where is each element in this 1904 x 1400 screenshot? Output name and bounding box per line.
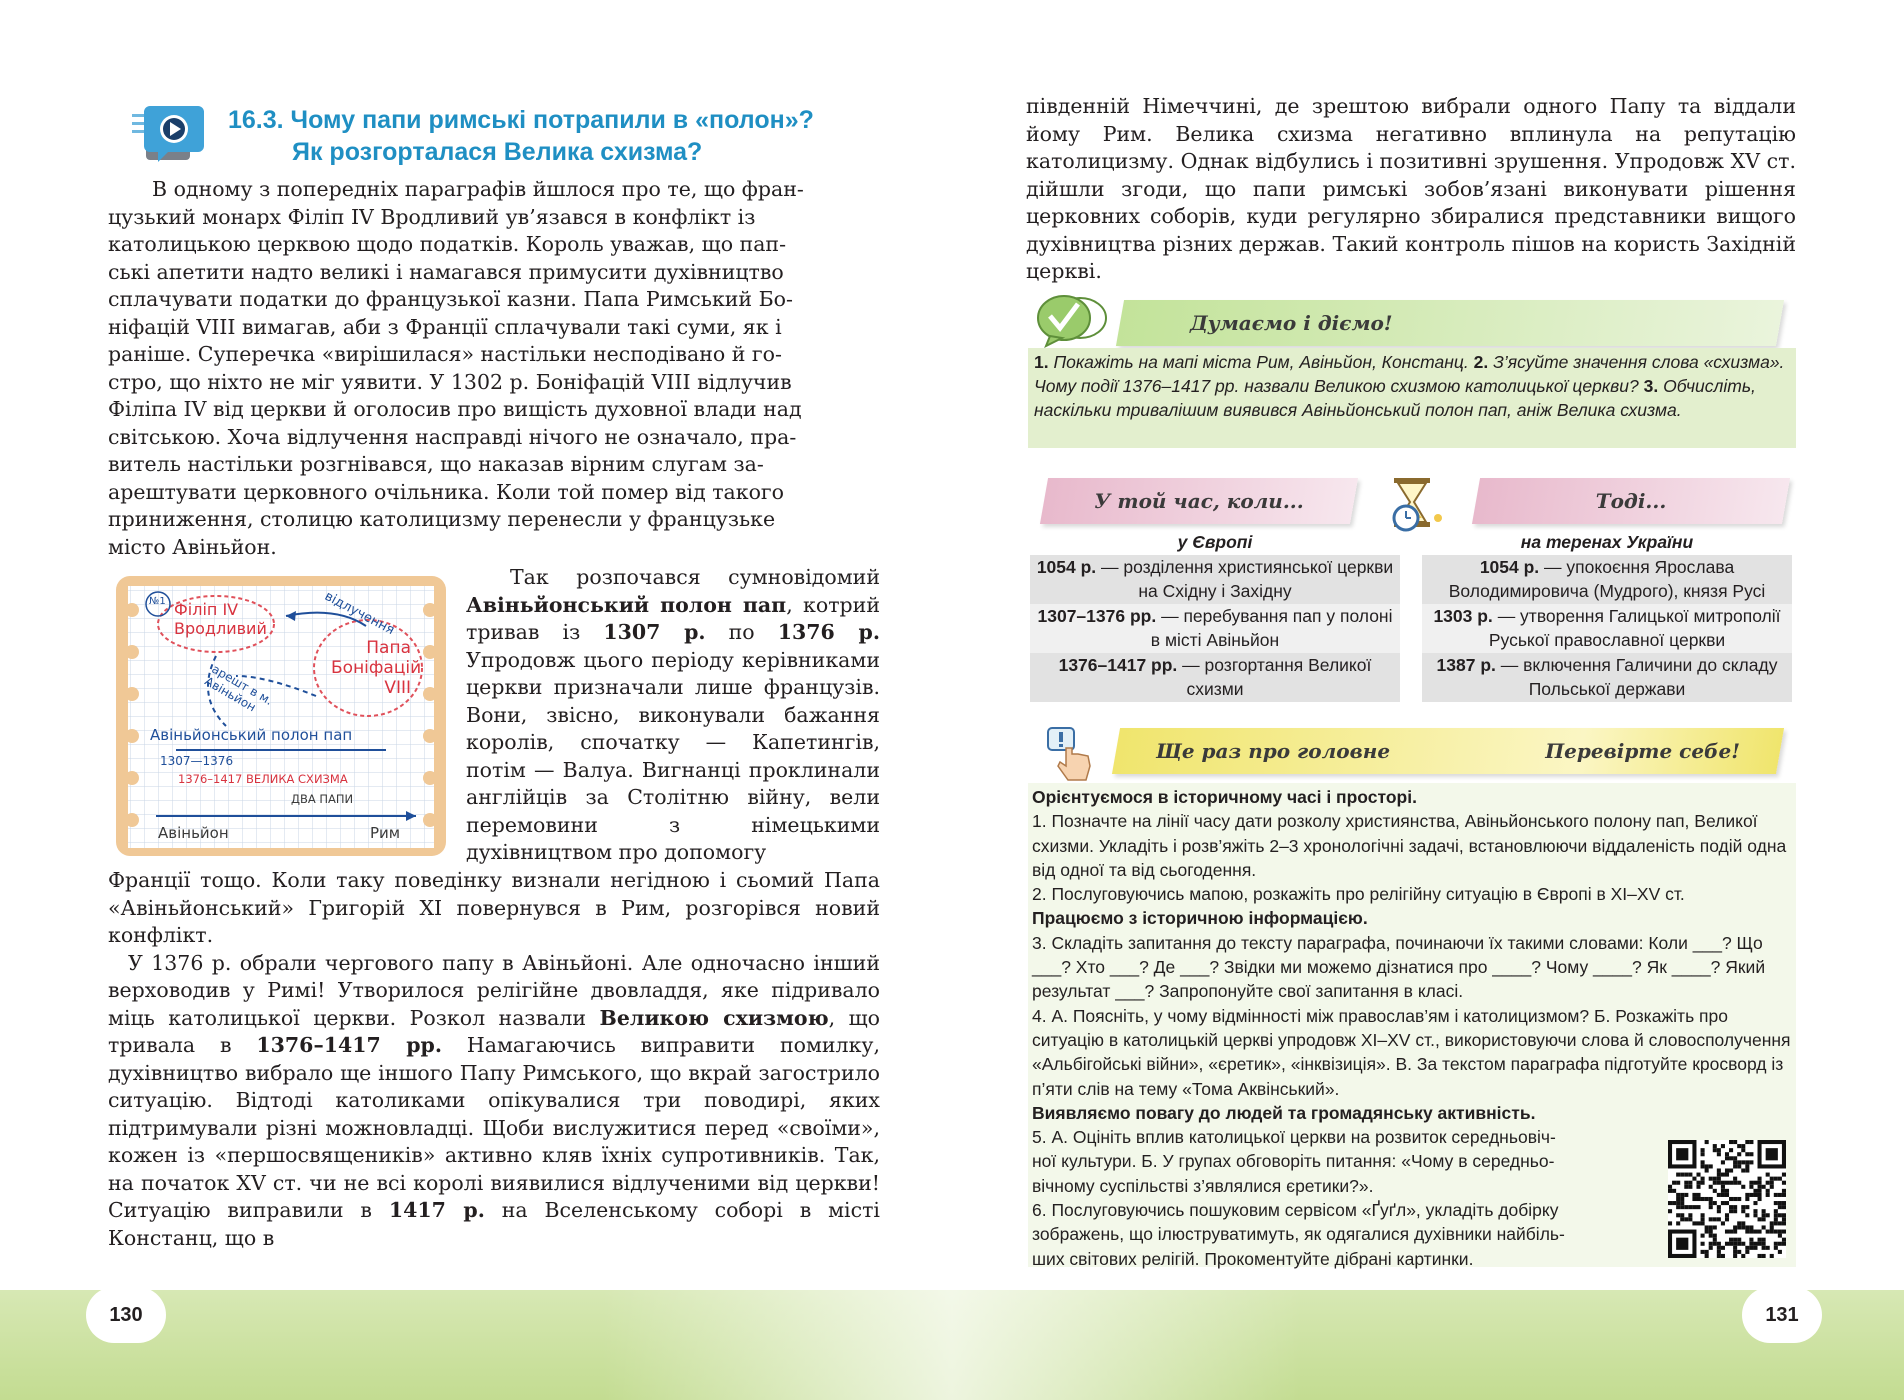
timeline-europe-subtitle: у Європі (1177, 532, 1253, 552)
review-question-line: вічному суспільстві з’являлися єретики?». (1032, 1175, 1374, 1196)
text-line: ніфацій VIII вимагав, аби з Франції сплачували такі суми, як і (108, 314, 782, 339)
illus-two-popes: ДВА ПАПИ (291, 792, 354, 806)
review-question: 4. А. Поясніть, у чому відмінності між православ’ям і католицизмом? Б. Розкажіть про ситуацію в католицькій церкві упродовж XI–XV ст., використовуючи слова й словосполучення «Альбігойські війни», «єретик», «інквізиція». В. За текстом параграфа підготуйте кросворд із п’яти слів на тему «Тома Аквінський». (1032, 1005, 1791, 1099)
section-title-line1: 16.3. Чому папи римські потрапили в «полон»? (228, 106, 814, 134)
illus-philip: Філіп IV Вродливий (174, 600, 267, 638)
timeline-date: 1054 р. (1036, 556, 1097, 577)
text-line: стро, що ніхто не міг уявити. У 1302 р. Боніфацій VIII відлучив (108, 369, 792, 394)
text-fragment: У 1376 р. обрали чергового папу в Авіньйоні. Але одночасно інший верховодив у Римі! Утворилося релігійне двовладдя, яке підривало міць католицької церкви. Розкол назвали (108, 950, 880, 1030)
timeline-right-heading: Тоді... (1595, 489, 1667, 513)
illus-pope: Папа Боніфацій VIII (331, 638, 422, 698)
timeline-date: 1307–1376 рр. (1037, 605, 1157, 626)
timeline-row (1030, 555, 1400, 604)
question-number: 2. (1473, 352, 1489, 372)
question-number: 1. (1034, 352, 1049, 372)
timeline-europe (1030, 530, 1400, 702)
timeline-right-ribbon (1476, 478, 1786, 524)
notebook-illustration (116, 576, 446, 856)
timeline-date: 1387 р. (1436, 654, 1496, 675)
timeline-text: — перебування пап у полоні в місті Авіньйон (1150, 605, 1393, 650)
illus-arrest: арешт в м. Авіньйон (202, 661, 276, 715)
page-number-left: 130 (86, 1287, 166, 1343)
section-title (228, 104, 868, 168)
illus-dates2: 1376–1417 ВЕЛИКА СХИЗМА (178, 772, 348, 786)
timeline-text: — утворення Галицької митрополії Руської православної церкви (1488, 605, 1781, 650)
text-line: Філіпа IV від церкви й оголосив про вищість духовної влади над (108, 397, 802, 421)
paragraph-2-3 (108, 867, 880, 1252)
review-question-line: ших світових релігій. Прокоментуйте дібрані картинки. (1032, 1248, 1474, 1269)
timeline-ukraine (1422, 530, 1792, 702)
text-fragment: на Вселенському соборі в місті Констанц, що в (108, 1198, 880, 1250)
timeline-row (1422, 653, 1792, 702)
paragraph-2-wrap (466, 564, 880, 867)
review-subheading: Працюємо з історичною інформацією. (1032, 908, 1368, 929)
text-fragment: , котрий тривав із (466, 592, 880, 644)
timeline-text: — розділення християнської церкви на Східну і Західну (1101, 556, 1394, 601)
date-bold: 1376 р. (777, 620, 880, 644)
timeline-date: 1054 р. (1479, 556, 1540, 577)
text-line: В одному з попередніх параграфів йшлося про те, що фран- (152, 177, 804, 201)
timeline-left-ribbon (1044, 478, 1354, 524)
review-question: 1. Позначте на лінії часу дати розколу християнства, Авіньйонського полону пап, Великої схизми. Укладіть і розв’яжіть 2–3 хронологічні задачі, встановлюючи віддаленість подій одна від одної та від сьогодення. (1032, 811, 1787, 880)
text-line: сплачувати податки до французької казни. Папа Римський Бо- (108, 287, 793, 311)
review-subheading: Виявляємо повагу до людей та громадянську активність. (1032, 1102, 1536, 1123)
review-question-line: ної культури. Б. У групах обговоріть питання: «Чому в середньо- (1032, 1151, 1555, 1172)
timeline-text: — включення Галичини до складу Польської держави (1500, 654, 1778, 699)
timeline-text: — розгортання Великої схизми (1182, 654, 1372, 699)
date-bold: 1307 р. (603, 620, 706, 644)
page-number-right: 131 (1742, 1287, 1822, 1343)
check-bubble-icon (1036, 292, 1108, 348)
review-question-line: 6. Послуговуючись пошуковим сервісом «Ґуґл», укладіть добірку (1032, 1200, 1559, 1221)
timeline-text: — упокоєння Ярослава Володимировича (Мудрого), князя Русі (1448, 556, 1766, 601)
qr-code[interactable] (1668, 1140, 1786, 1258)
review-question: 2. Послуговуючись мапою, розкажіть про релігійну ситуацію в Європі в XI–XV ст. (1032, 884, 1685, 905)
text-fragment: по (728, 620, 755, 644)
review-question: 3. Складіть запитання до тексту параграфа, починаючи їх такими словами: Коли ___? Що ___? Хто ___? Де ___? Звідки ми можемо дізнатися про ____? Чому ____? Як ____? Який результат ___? Запропонуйте свої запитання в класі. (1032, 932, 1766, 1002)
text-fragment: Франції тощо. Коли таку поведінку визнали негідною і сьомий Папа «Авіньйонський» Григорій XI повернувся в Рим, розгорівся новий конфлікт. (108, 868, 880, 947)
illus-dates1: 1307—1376 (160, 754, 234, 768)
text-fragment: , що тривала в (108, 1005, 880, 1057)
timeline-date: 1303 р. (1433, 605, 1493, 626)
video-icon[interactable] (128, 100, 210, 170)
text-line: цузький монарх Філіп IV Вродливий ув’язався в конфлікт із (108, 204, 756, 229)
timeline-ukraine-subtitle: на теренах України (1520, 532, 1694, 552)
illus-excommunication: відлучення (321, 588, 397, 639)
pointing-hand-icon (1044, 726, 1096, 782)
text-line: раніше. Суперечка «вирішилася» настільки несподівано й го- (108, 342, 782, 366)
timeline-row (1422, 555, 1792, 604)
review-subheading: Орієнтуємося в історичному часі і просторі. (1032, 787, 1417, 807)
text-fragment: Так розпочався сумновідомий (510, 565, 880, 589)
review-ribbon (1116, 728, 1780, 774)
timeline-row (1030, 604, 1400, 653)
illus-rome: Рим (370, 824, 401, 842)
text-line: приниження, столицю католицизму перенесли у французьке (108, 507, 776, 531)
timeline-date: 1376–1417 рр. (1058, 654, 1178, 675)
timeline-row (1030, 653, 1400, 702)
think-ribbon (1120, 300, 1780, 346)
illus-badge: №1 (149, 596, 166, 607)
illus-avignon: Авіньйон (158, 824, 229, 842)
review-heading-row (1116, 728, 1780, 774)
date-bold: 1417 р. (388, 1198, 485, 1222)
text-line: арештувати церковного очільника. Коли той помер від такого (108, 479, 785, 504)
review-heading-right: Перевірте себе! (1545, 739, 1740, 763)
review-question-line: зображень, що ілюструватимуть, як одягалися духівники найбіль- (1032, 1224, 1565, 1245)
text-fragment: Упродовж цього періоду керівниками церкви призначали лише французів. Вони, звісно, виконували бажання королів, спочатку — Капетингів, потім — Валуа. Вигнанці проклинали англійців за Столітню війну, вели перемовини з німецькими духівництвом про допомогу (466, 647, 880, 864)
text-line: католицькою церквою щодо податків. Король уважав, що пап- (108, 232, 787, 256)
text-line: світською. Хоча відлучення насправді нічого не означало, пра- (108, 424, 797, 449)
review-question-line: 5. А. Оцініть вплив католицької церкви на розвиток середньовіч- (1032, 1127, 1556, 1148)
hourglass-clock-icon (1384, 474, 1448, 534)
section-title-line2: Як розгорталася Велика схизма? (292, 138, 703, 166)
paragraph-1 (108, 176, 880, 561)
illus-title: Авіньйонський полон пап (150, 726, 353, 744)
timeline-row (1422, 604, 1792, 653)
text-line: місто Авіньйон. (108, 534, 277, 559)
question-text: Обчисліть, наскільки тривалішим виявився Авіньйонський полон пап, аніж Велика схизма. (1034, 376, 1756, 420)
text-line: ські апетити надто великі і намагався примусити духівництво (108, 259, 784, 284)
text-line: витель настільки розгнівався, що наказав вірним слугам за- (108, 452, 764, 476)
question-number: 3. (1643, 376, 1659, 396)
think-box (1028, 348, 1796, 448)
term-avignon-captivity: Авіньйонський полон пап (466, 592, 787, 617)
term-great-schism: Великою схизмою (599, 1005, 829, 1030)
timeline-left-heading: У той час, коли... (1094, 489, 1304, 513)
question-text: Покажіть на мапі міста Рим, Авіньйон, Констанц. (1053, 352, 1469, 372)
date-bold: 1376–1417 рр. (256, 1033, 443, 1057)
text-fragment: Намагаючись виправити помилку, духівництво вибрало ще іншого Папу Римського, що вкрай загострило ситуацію. Відтоді католиками опікувалися три поводирі, яких підтримували різні можновладці. Щоби вислужитися перед «своїми», кожен із «першосвящеників» активно кляв їхніх супротивників. Так, на початок XV ст. чи не всі королі виявилися відлученими від церкви! Ситуацію виправили в (108, 1033, 880, 1222)
continued-paragraph: південній Німеччині, де зрештою вибрали одного Папу та віддали йому Рим. Велика схизма негативно вплинула на репутацію католицизму. Однак відбулись і позитивні зрушення. Упродовж XV ст. дійшли згоди, що папи римські зобов’язані виконувати рішення церковних соборів, куди регулярно збиралися представники вищого духівництва різних держав. Такий контроль пішов на користь Західній церкві. (1026, 94, 1796, 283)
question-text: З’ясуйте значення слова «схизма». Чому події 1376–1417 рр. назвали Великою схизмою католицької церкви? (1034, 352, 1785, 396)
think-heading: Думаємо і діємо! (1190, 311, 1393, 335)
review-heading-left: Ще раз про головне (1156, 739, 1391, 763)
